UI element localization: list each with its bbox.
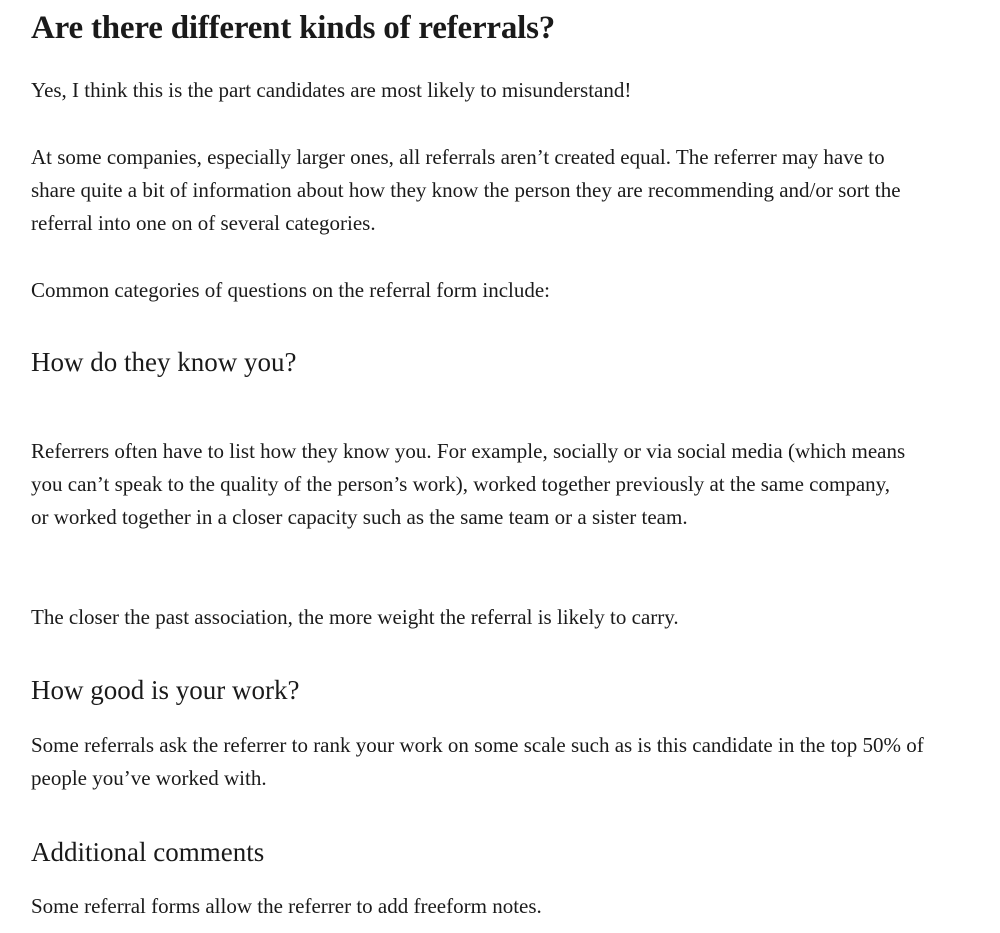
intro-paragraph-3: Common categories of questions on the referral form include: <box>31 278 551 302</box>
intro-paragraph-2: At some companies, especially larger ones, all referrals aren’t created equal. The referrer may have to share quite a bit of information about how they know the person they are recommending and/or sort the referral into one on of several categories. <box>31 145 901 235</box>
section-1-paragraph-1: Referrers often have to list how they know you. For example, socially or via social media (which means you can’t speak to the quality of the person’s work), worked together previously at the same company, or worked together in a closer capacity such as the same team or a sister team. <box>31 439 906 529</box>
article-title: Are there different kinds of referrals? <box>31 10 556 46</box>
section-3-paragraph-1: Some referral forms allow the referrer to add freeform notes. <box>31 894 542 918</box>
section-heading-how-good-is-your-work: How good is your work? <box>31 675 300 705</box>
section-heading-additional-comments: Additional comments <box>31 837 265 867</box>
section-heading-how-do-they-know-you: How do they know you? <box>31 347 297 377</box>
section-1-paragraph-2: The closer the past association, the more weight the referral is likely to carry. <box>31 605 679 629</box>
intro-paragraph-1: Yes, I think this is the part candidates are most likely to misunderstand! <box>31 78 632 102</box>
section-2-paragraph-1: Some referrals ask the referrer to rank your work on some scale such as is this candidate in the top 50% of people you’ve worked with. <box>31 733 924 790</box>
